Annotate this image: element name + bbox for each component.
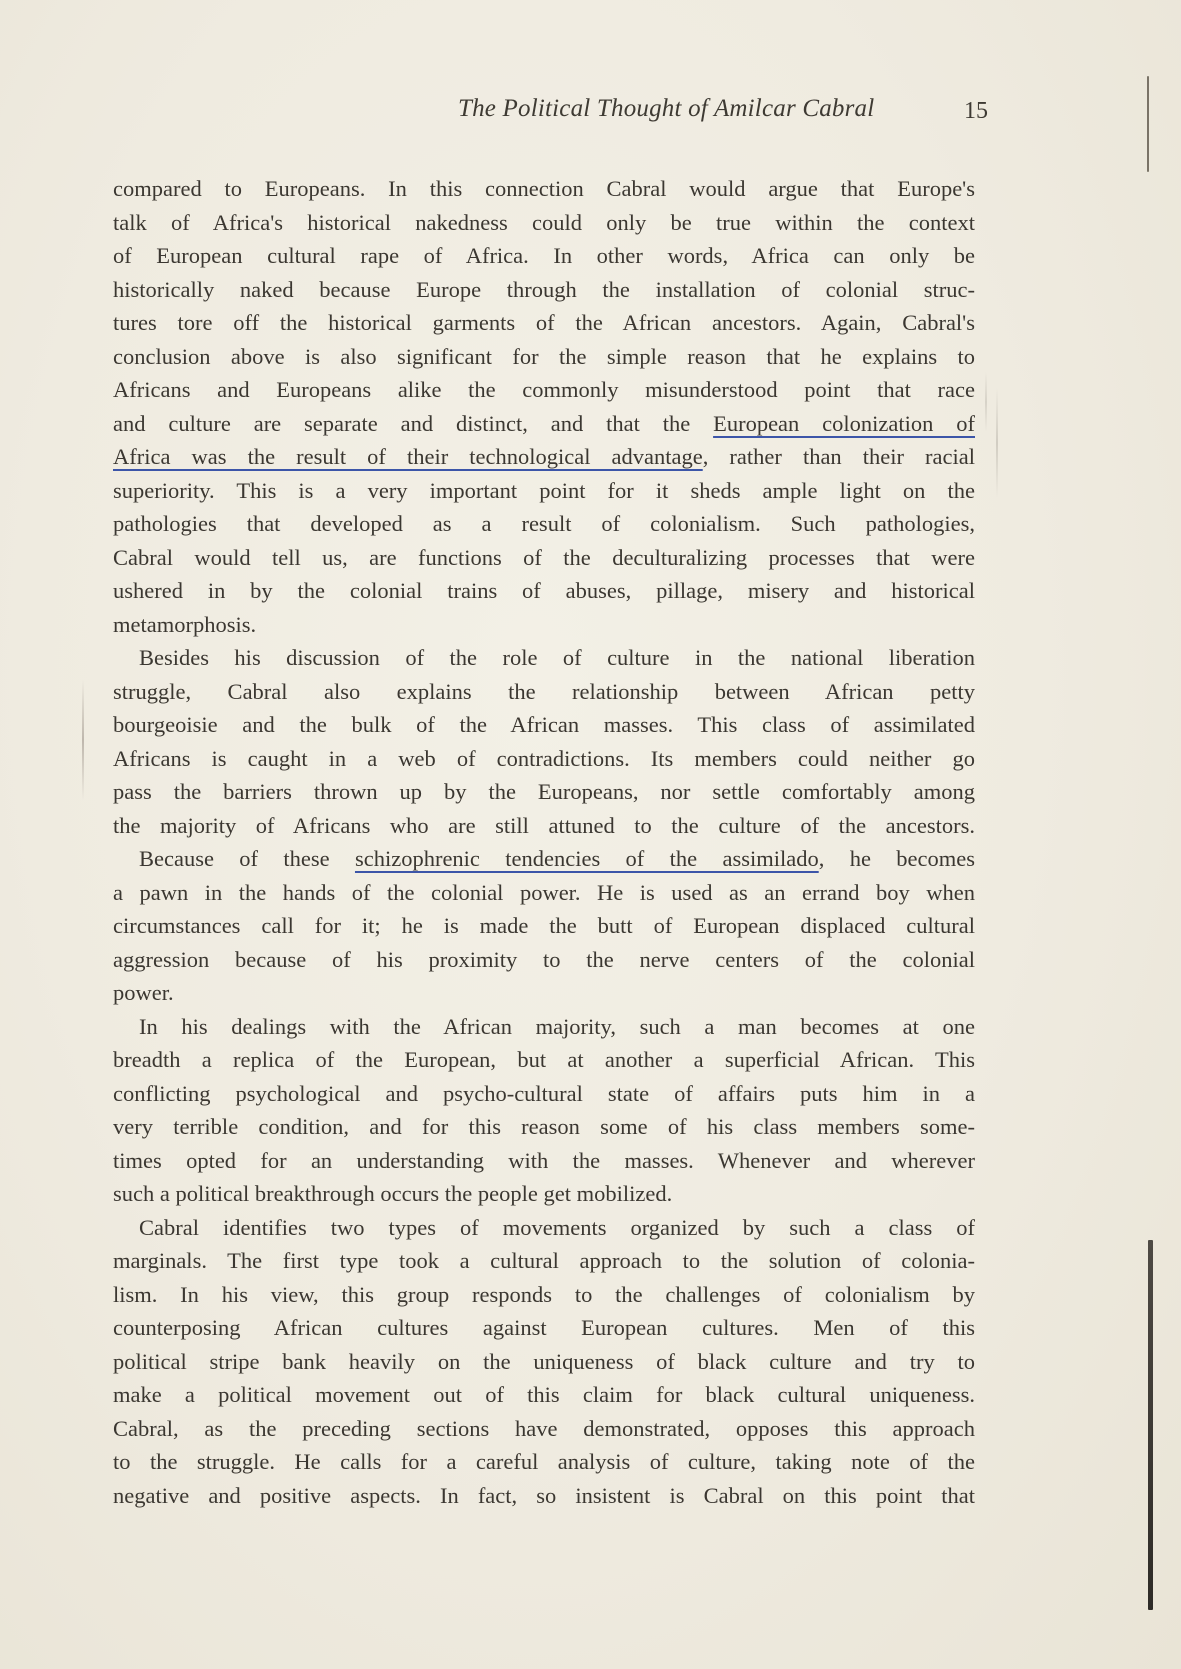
text-line: lism. In his view, this group responds to the challenges of colonialism by bbox=[113, 1281, 975, 1307]
text-line: marginals. The first type took a cultural approach to the solution of colonia- bbox=[113, 1248, 975, 1273]
pen-underlined-phrase: schizophrenic tendencies of the assimilado bbox=[354, 846, 819, 871]
text-line: superiority. This is a very important point for it sheds ample light on the bbox=[113, 477, 975, 503]
pencil-margin-mark bbox=[82, 680, 84, 800]
text-line: very terrible condition, and for this reason some of his class members some- bbox=[113, 1114, 975, 1139]
text-line: Cabral would tell us, are functions of the deculturalizing processes that were bbox=[113, 544, 975, 570]
text-line: struggle, Cabral also explains the relationship between African petty bbox=[113, 678, 975, 704]
text-line: aggression because of his proximity to the nerve centers of the colonial bbox=[113, 946, 975, 972]
text-line: make a political movement out of this claim for black cultural uniqueness. bbox=[113, 1382, 975, 1407]
page-number: 15 bbox=[964, 98, 988, 124]
text-line: pass the barriers thrown up by the Europeans, nor settle comfortably among bbox=[113, 779, 975, 804]
text-line: political stripe bank heavily on the uniqueness of black culture and try to bbox=[113, 1348, 975, 1374]
pen-underlined-phrase: Africa was the result of their technological advantage bbox=[113, 444, 703, 469]
text-line: ushered in by the colonial trains of abuses, pillage, misery and historical bbox=[113, 578, 975, 603]
text-line: compared to Europeans. In this connection Cabral would argue that Europe's bbox=[113, 176, 975, 201]
text-line: Cabral, as the preceding sections have demonstrated, opposes this approach bbox=[113, 1415, 975, 1441]
text-line: the majority of Africans who are still attuned to the culture of the ancestors. bbox=[113, 812, 975, 838]
text-line: negative and positive aspects. In fact, so insistent is Cabral on this point that bbox=[113, 1482, 975, 1508]
text-line: counterposing African cultures against European cultures. Men of this bbox=[113, 1315, 975, 1340]
text-line: bourgeoisie and the bulk of the African masses. This class of assimilated bbox=[113, 712, 975, 737]
text-line: times opted for an understanding with the masses. Whenever and wherever bbox=[113, 1147, 975, 1173]
text-line: to the struggle. He calls for a careful analysis of culture, taking note of the bbox=[113, 1449, 975, 1474]
text-line bbox=[113, 440, 975, 474]
pencil-margin-mark-right-2 bbox=[985, 372, 987, 432]
text-line: of European cultural rape of Africa. In other words, Africa can only be bbox=[113, 243, 975, 268]
pen-underlined-phrase: European colonization of bbox=[713, 410, 975, 436]
text-line: In his dealings with the African majority, such a man becomes at one bbox=[139, 1013, 975, 1039]
text-line bbox=[113, 842, 975, 876]
text-line: Cabral identifies two types of movements organized by such a class of bbox=[139, 1214, 975, 1240]
text-line bbox=[113, 407, 975, 441]
text-line: Africans is caught in a web of contradictions. Its members could neither go bbox=[113, 745, 975, 771]
text-line: Besides his discussion of the role of culture in the national liberation bbox=[139, 645, 975, 670]
pencil-margin-mark-right bbox=[996, 388, 998, 498]
text-line: metamorphosis. bbox=[113, 611, 257, 637]
text-line: historically naked because Europe through the installation of colonial struc- bbox=[113, 276, 975, 302]
text-segment: , rather than their racial bbox=[702, 444, 975, 469]
scan-edge-mark-top bbox=[1147, 76, 1149, 172]
text-segment: and culture are separate and distinct, and that the bbox=[113, 410, 714, 436]
text-line: Africans and Europeans alike the commonly misunderstood point that race bbox=[113, 377, 975, 402]
text-segment: Because of these bbox=[139, 846, 355, 871]
text-line: tures tore off the historical garments of the African ancestors. Again, Cabral's bbox=[113, 310, 975, 335]
text-line: pathologies that developed as a result of colonialism. Such pathologies, bbox=[113, 511, 975, 536]
text-line: a pawn in the hands of the colonial power. He is used as an errand boy when bbox=[113, 879, 975, 905]
text-line: such a political breakthrough occurs the people get mobilized. bbox=[113, 1181, 673, 1206]
text-line: power. bbox=[113, 980, 174, 1005]
running-head bbox=[440, 95, 988, 125]
text-line: circumstances call for it; he is made the butt of European displaced cultural bbox=[113, 913, 975, 938]
text-segment: , he becomes bbox=[818, 846, 975, 871]
text-line: breadth a replica of the European, but at another a superficial African. This bbox=[113, 1047, 975, 1072]
text-line: conflicting psychological and psycho-cultural state of affairs puts him in a bbox=[113, 1080, 975, 1106]
text-line: talk of Africa's historical nakedness could only be true within the context bbox=[113, 209, 975, 235]
text-line: conclusion above is also significant for the simple reason that he explains to bbox=[113, 343, 975, 369]
scan-edge-mark-bottom bbox=[1148, 1240, 1153, 1610]
running-title: The Political Thought of Amilcar Cabral bbox=[458, 95, 875, 122]
body-text bbox=[113, 172, 975, 1512]
